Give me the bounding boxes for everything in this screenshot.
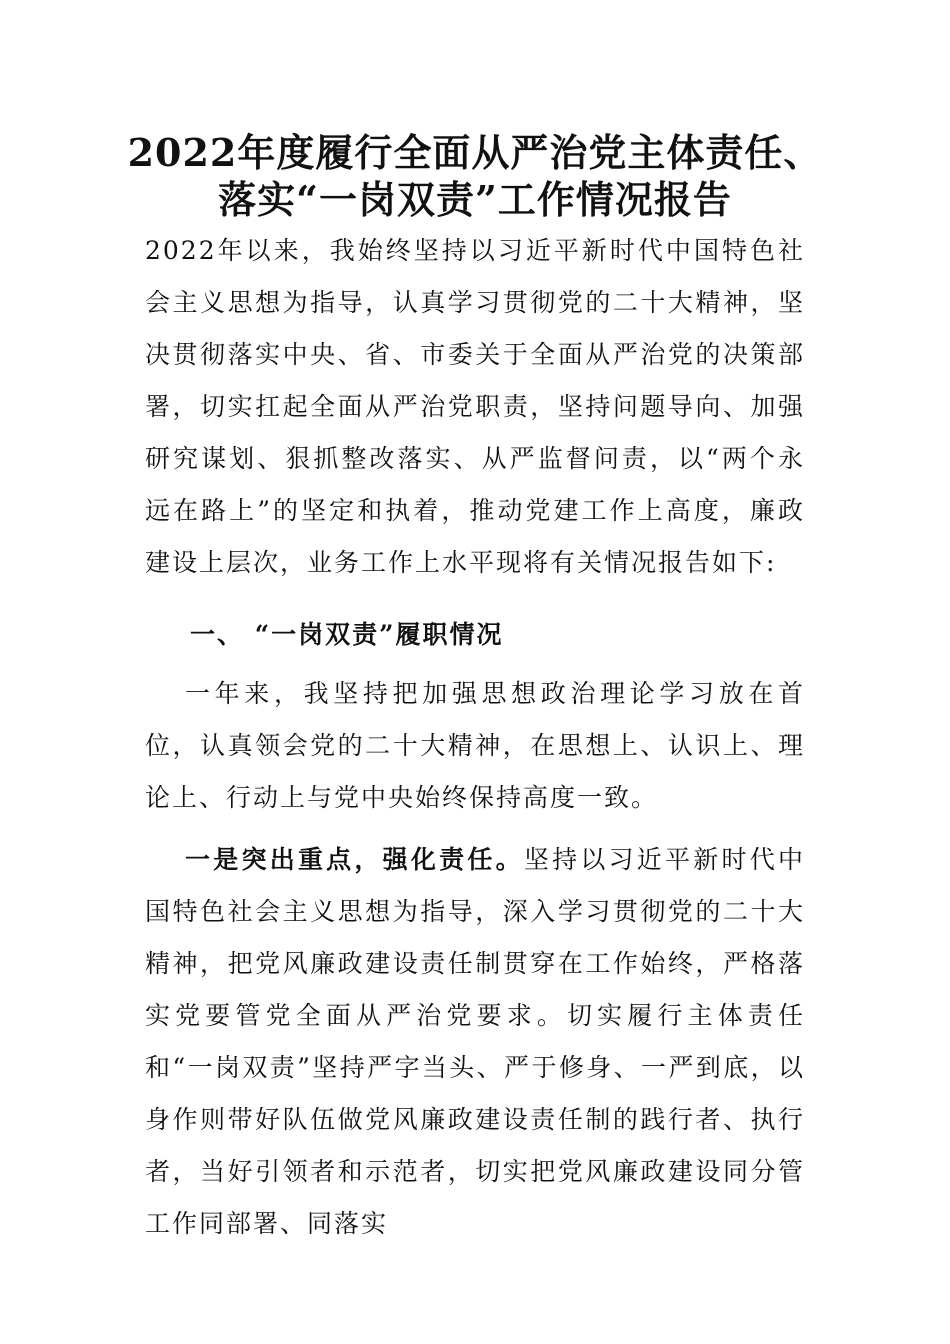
section-1-heading: 一、 “一岗双责”履职情况 [190, 620, 504, 649]
intro-paragraph: 2022年以来，我始终坚持以习近平新时代中国特色社会主义思想为指导，认真学习贯彻党的二十大精神，坚决贯彻落实中央、省、市委关于全面从严治党的决策部署，切实扛起全面从严治党职责，坚持问题导向、加强研究谋划、狠抓整改落实、从严监督问责，以“两个永远在路上”的坚定和执着，推动党建工作上高度，廉政建设上层次，业务工作上水平现将有关情况报告如下: [145, 236, 805, 577]
section-1-paragraph-1: 一年来，我坚持把加强思想政治理论学习放在首位，认真领会党的二十大精神，在思想上、认识上、理论上、行动上与党中央始终保持高度一致。 [145, 679, 805, 812]
paragraph-body-text: 坚持以习近平新时代中国特色社会主义思想为指导，深入学习贯彻党的二十大精神，把党风廉政建设责任制贯穿在工作始终，严格落实党要管党全面从严治党要求。切实履行主体责任和“一岗双责”坚持严字当头、严于修身、一严到底，以身作则带好队伍做党风廉政建设责任制的践行者、执行者，当好引领者和示范者，切实把党风廉政建设同分管工作同部署、同落实 [145, 845, 805, 1238]
paragraph-lead-phrase: 一是突出重点，强化责任。 [185, 845, 524, 874]
document-title-line-1: 2022年度履行全面从严治党主体责任、 [127, 130, 823, 175]
document-title-line-2: 落实“一岗双责”工作情况报告 [218, 177, 732, 222]
section-1-paragraph-2 [145, 834, 805, 1250]
